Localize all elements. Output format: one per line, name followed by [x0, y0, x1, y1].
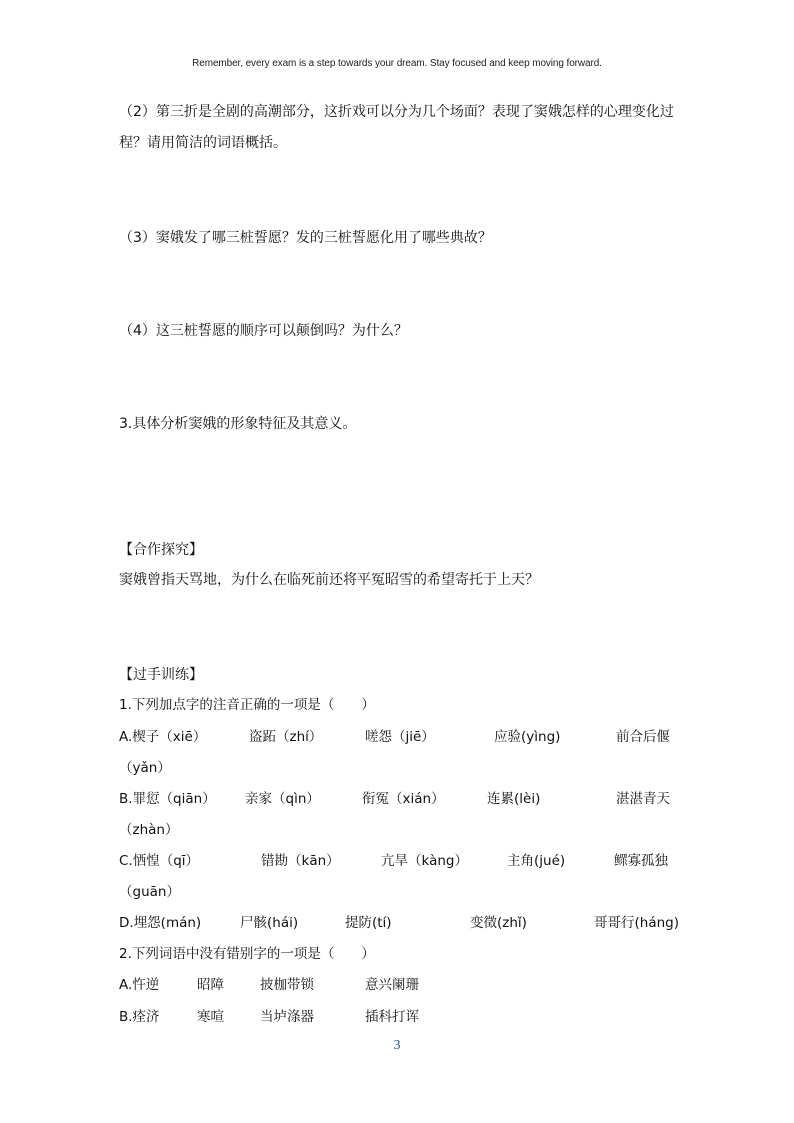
question-2-line1: （2）第三折是全剧的高潮部分，这折戏可以分为几个场面？表现了窦娥怎样的心理变化过: [119, 104, 674, 120]
p2-option-b-item: 寒喧: [197, 1009, 224, 1025]
p1-option-b-item: 湛湛青天: [616, 791, 670, 807]
p1-option-b-wrap: （zhàn）: [119, 822, 179, 838]
p1-option-d-item: D.埋怨(mán): [119, 915, 202, 931]
practice-question-1-stem: 1.下列加点字的注音正确的一项是（ ）: [119, 697, 375, 713]
p1-option-d-item: 变徵(zhǐ): [470, 915, 527, 931]
p1-option-d-item: 尸骸(hái): [240, 915, 299, 931]
question-2-line2: 程？请用简洁的词语概括。: [119, 135, 287, 151]
p1-option-c-wrap: （guān）: [119, 884, 180, 900]
p2-option-a-item: A.忤逆: [119, 977, 160, 993]
question-4: （4）这三桩誓愿的顺序可以颠倒吗？为什么？: [119, 323, 408, 339]
p1-option-c-item: C.恓惶（qī）: [119, 853, 200, 869]
p2-option-b-item: 插科打诨: [365, 1009, 419, 1025]
p1-option-c-item: 主角(jué): [507, 853, 566, 869]
p1-option-d-item: 提防(tí): [345, 915, 392, 931]
p1-option-b-item: 衔冤（xián）: [362, 791, 445, 807]
p1-option-a-item: 前合后偃: [616, 729, 670, 745]
practice-question-2-stem: 2.下列词语中没有错别字的一项是（ ）: [119, 946, 375, 962]
p1-option-a-wrap: （yǎn）: [119, 760, 171, 776]
p1-option-b-item: 亲家（qìn）: [245, 791, 320, 807]
cooperation-section-title: 【合作探究】: [119, 542, 203, 558]
question-3: （3）窦娥发了哪三桩誓愿？发的三桩誓愿化用了哪些典故？: [119, 230, 492, 246]
p2-option-a-item: 意兴阑珊: [365, 977, 419, 993]
practice-section-title: 【过手训练】: [119, 667, 203, 683]
page-header: Remember, every exam is a step towards your dream. Stay focused and keep moving forward.: [192, 58, 602, 69]
p1-option-a-item: 盗跖（zhí）: [249, 729, 323, 745]
p2-option-b-item: B.痊济: [119, 1009, 160, 1025]
p1-option-a-item: 嗟怨（jiē）: [365, 729, 435, 745]
p1-option-d-item: 哥哥行(háng): [594, 915, 679, 931]
p1-option-a-item: A.楔子（xiē）: [119, 729, 207, 745]
p2-option-a-item: 昭障: [197, 977, 224, 993]
p1-option-b-item: 连累(lèi): [487, 791, 541, 807]
p1-option-c-item: 鳏寡孤独: [614, 853, 668, 869]
page-number: 3: [393, 1038, 401, 1053]
p1-option-c-item: 错勘（kān）: [261, 853, 340, 869]
p1-option-c-item: 亢旱（kàng）: [381, 853, 468, 869]
item-3-analysis: 3.具体分析窦娥的形象特征及其意义。: [119, 416, 357, 432]
p1-option-b-item: B.罪愆（qiān）: [119, 791, 216, 807]
p2-option-b-item: 当垆涤器: [260, 1009, 314, 1025]
p1-option-a-item: 应验(yìng): [494, 729, 561, 745]
p2-option-a-item: 披枷带锁: [260, 977, 314, 993]
cooperation-question: 窦娥曾指天骂地，为什么在临死前还将平冤昭雪的希望寄托于上天？: [119, 572, 539, 588]
